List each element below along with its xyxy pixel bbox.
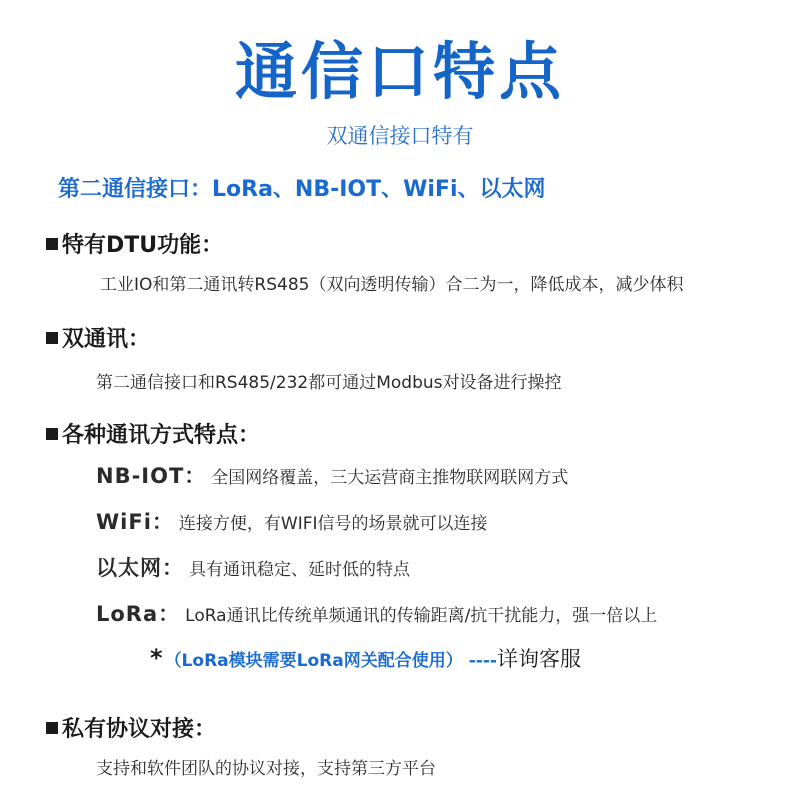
section-dual-heading — [46, 322, 150, 353]
section-modes-title: 各种通讯方式特点： — [62, 423, 261, 448]
section-private-text: 支持和软件团队的协议对接，支持第三方平台 — [96, 759, 436, 779]
mode-item-ethernet — [96, 552, 410, 582]
mode-name: WiFi — [96, 510, 152, 534]
bullet-square-icon — [46, 332, 58, 344]
mode-separator: ： — [184, 464, 206, 488]
mode-name: NB-IOT — [96, 464, 185, 488]
bullet-square-icon — [46, 722, 58, 734]
section-modes-heading — [46, 418, 260, 449]
note-gateway-text: （LoRa模块需要LoRa网关配合使用） — [164, 651, 463, 671]
section-dtu-text: 工业IO和第二通讯转RS485（双向透明传输）合二为一，降低成本，减少体积 — [100, 275, 684, 295]
mode-item-wifi — [96, 506, 488, 536]
second-interface-line: 第二通信接口：LoRa、NB-IOT、WiFi、以太网 — [58, 177, 546, 202]
mode-separator: ： — [158, 602, 180, 626]
mode-description: LoRa通讯比传统单频通讯的传输距离/抗干扰能力，强一倍以上 — [185, 606, 658, 626]
bullet-square-icon — [46, 238, 58, 250]
lora-gateway-note — [150, 643, 581, 673]
mode-item-lora — [96, 598, 657, 628]
section-dtu-heading — [46, 228, 223, 259]
mode-name: LoRa — [96, 602, 159, 626]
section-private-heading — [46, 712, 216, 743]
mode-description: 连接方便，有WIFI信号的场景就可以连接 — [178, 514, 488, 534]
mode-description: 具有通讯稳定、延时低的特点 — [189, 560, 410, 580]
section-private-title: 私有协议对接： — [62, 717, 217, 742]
note-dash: ---- — [468, 651, 497, 671]
mode-item-nbiot — [96, 460, 568, 490]
section-dual-text: 第二通信接口和RS485/232都可通过Modbus对设备进行操控 — [96, 373, 562, 393]
page-title: 通信口特点 — [234, 35, 565, 108]
bullet-square-icon — [46, 428, 58, 440]
section-dtu-title: 特有DTU功能： — [62, 233, 224, 258]
asterisk-mark: * — [150, 644, 163, 672]
mode-separator: ： — [162, 556, 183, 580]
page-subtitle: 双通信接口特有 — [326, 124, 474, 148]
mode-description: 全国网络覆盖，三大运营商主推物联网联网方式 — [211, 468, 569, 488]
section-dual-title: 双通讯： — [62, 327, 151, 352]
mode-separator: ： — [151, 510, 173, 534]
mode-name: 以太网 — [96, 556, 162, 580]
note-contact-text: 详询客服 — [496, 647, 581, 671]
